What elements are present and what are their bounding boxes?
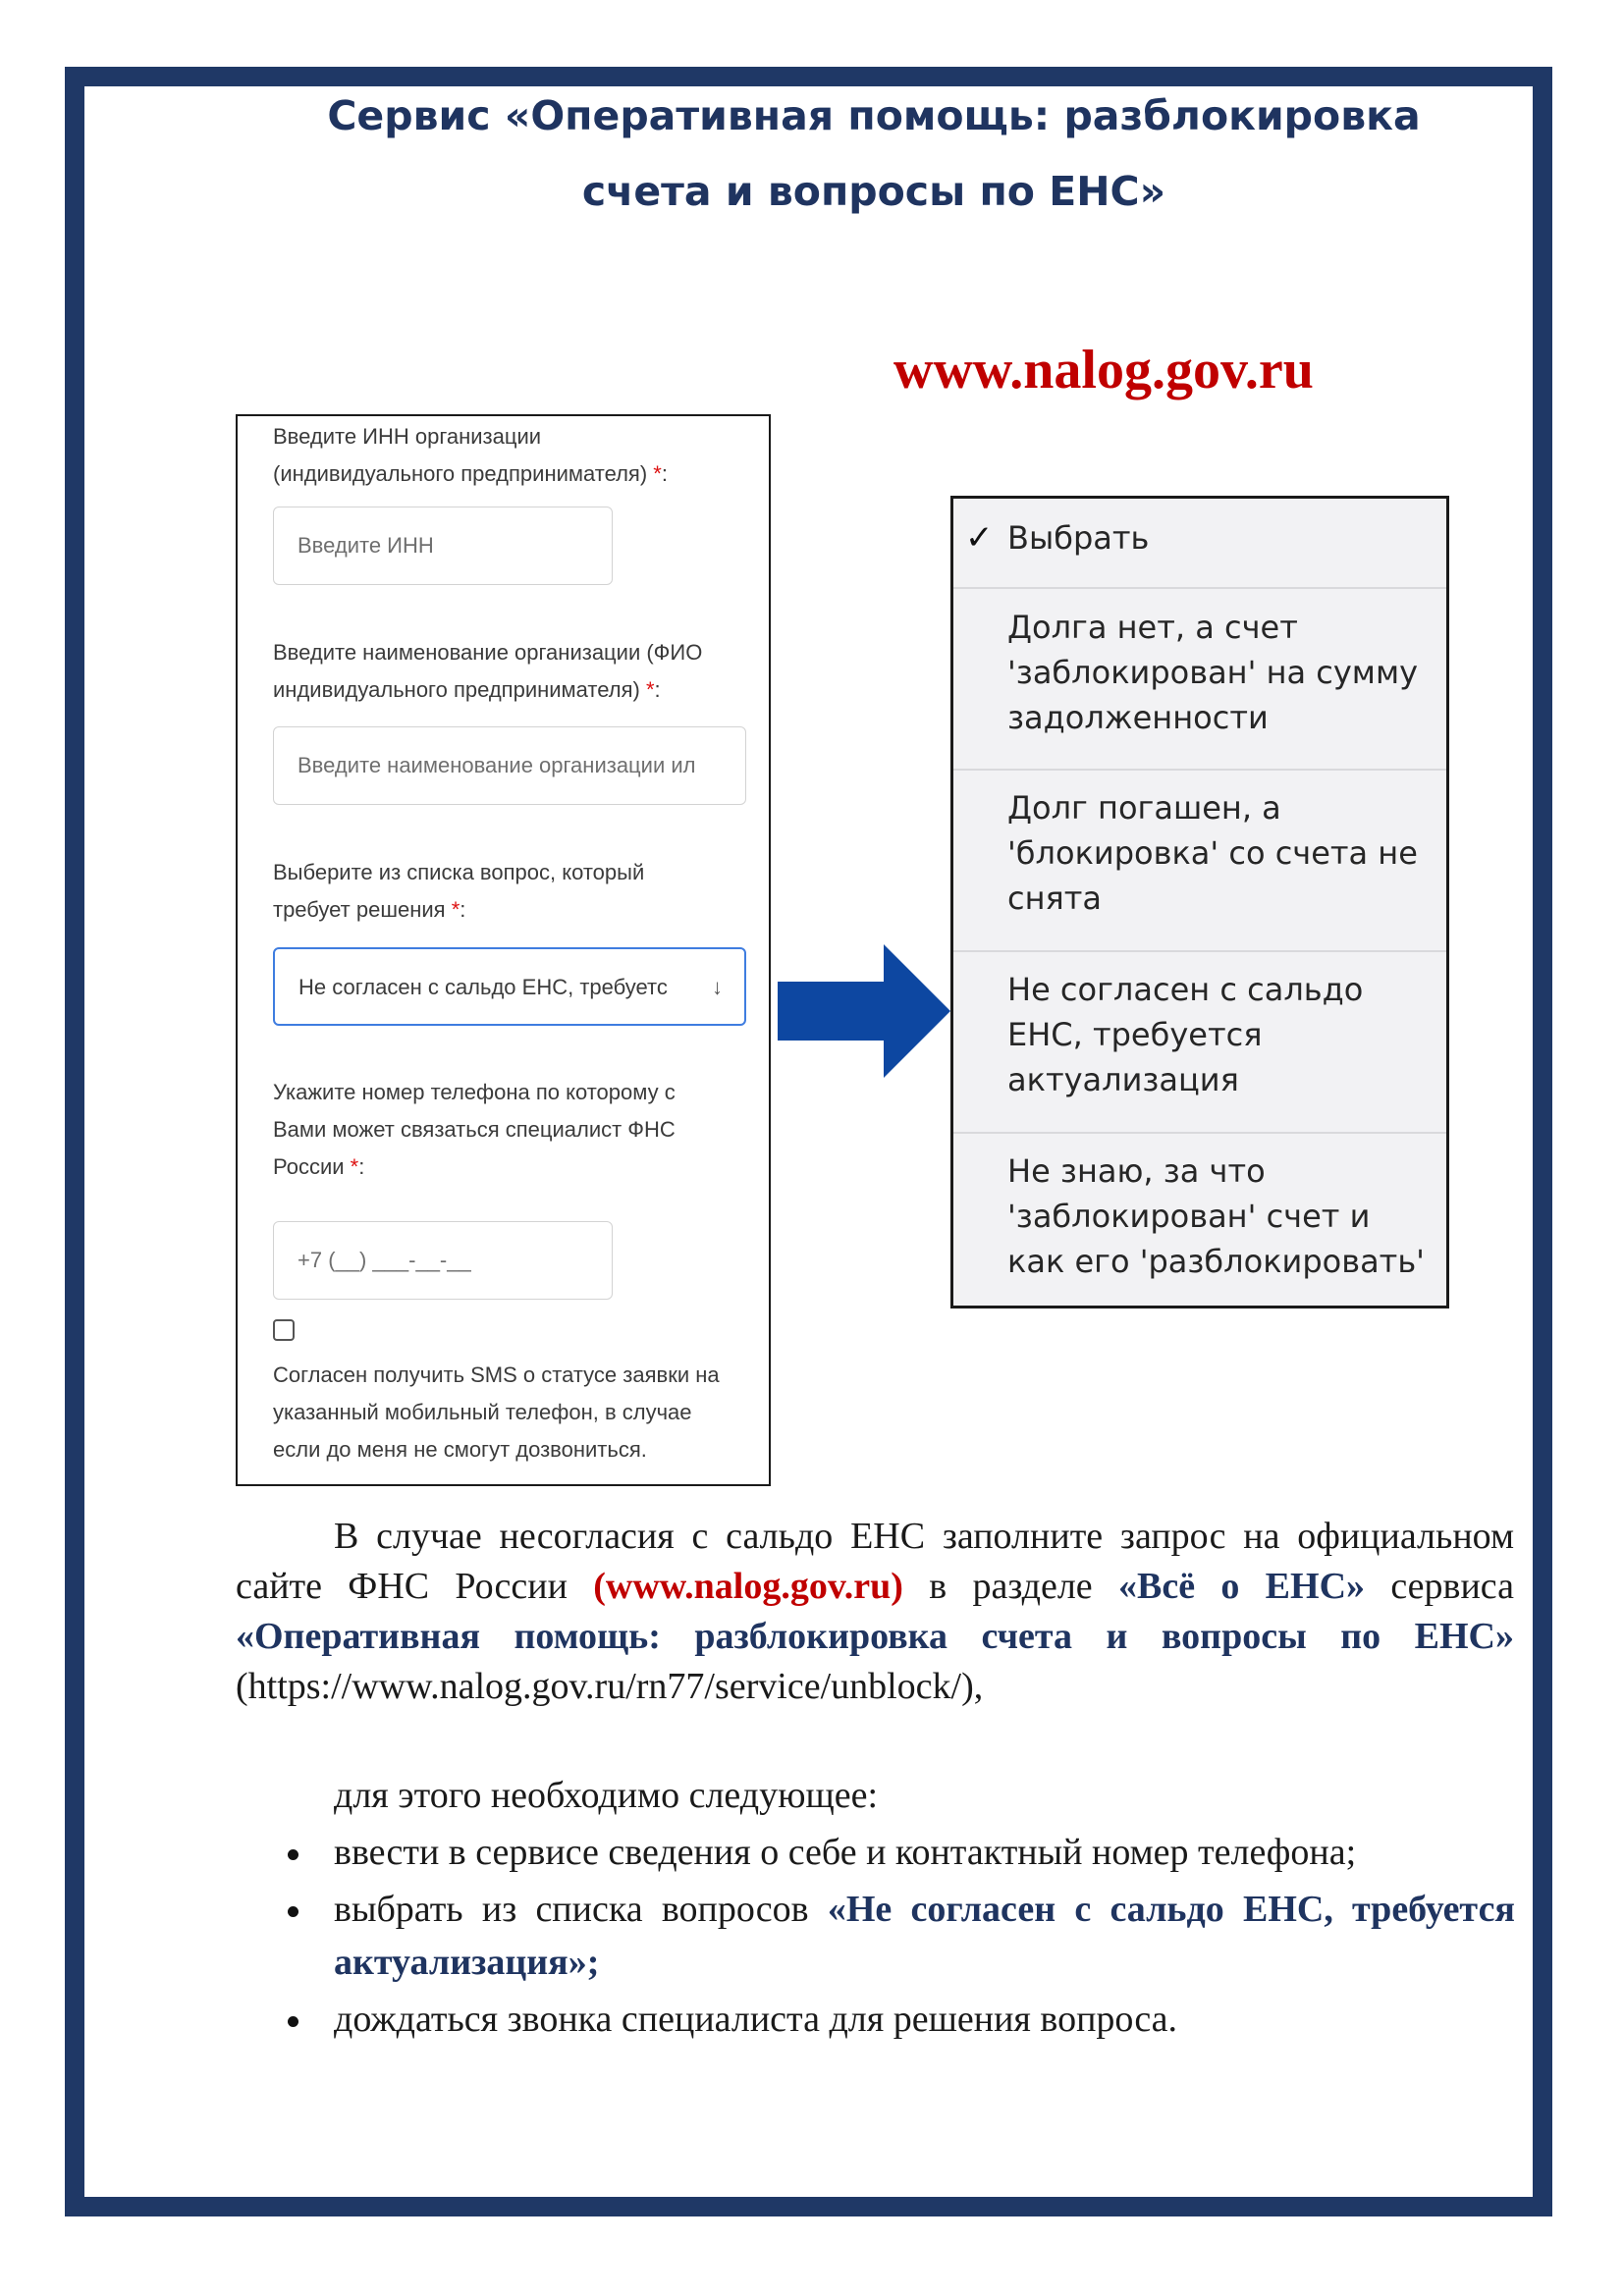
dropdown-option-no-debt[interactable] bbox=[953, 605, 1446, 740]
required-mark: * bbox=[350, 1154, 359, 1179]
phone-input[interactable]: +7 (__) ___-__-__ bbox=[273, 1221, 613, 1300]
option-line: Долг погашен, а bbox=[1007, 789, 1281, 827]
option-line: Не согласен с сальдо bbox=[1007, 971, 1364, 1008]
option-line: Не знаю, за что bbox=[1007, 1152, 1266, 1190]
option-line: Долга нет, а счет bbox=[1007, 609, 1298, 646]
label-colon: : bbox=[661, 461, 668, 486]
step-highlight: «Не согласен с сальдо ЕНС, требуется актуализация»; bbox=[334, 1889, 1515, 1983]
option-line: задолженности bbox=[1007, 699, 1269, 736]
label-colon: : bbox=[358, 1154, 365, 1179]
bullet-icon bbox=[288, 2016, 298, 2027]
paragraph-text: в разделе bbox=[902, 1566, 1118, 1607]
step-text: ввести в сервисе сведения о себе и контактный номер телефона; bbox=[334, 1832, 1357, 1873]
title-line-1: Сервис «Оперативная помощь: разблокировка bbox=[327, 92, 1421, 139]
required-mark: * bbox=[653, 461, 662, 486]
paragraph-text: сервиса bbox=[1365, 1566, 1514, 1607]
sms-text-line-3: если до меня не смогут дозвониться. bbox=[273, 1437, 647, 1462]
sms-consent-label bbox=[273, 1357, 744, 1468]
option-line: как его 'разблокировать' bbox=[1007, 1243, 1425, 1280]
name-label-line-2: индивидуального предпринимателя) bbox=[273, 677, 640, 702]
label-colon: : bbox=[460, 897, 466, 922]
divider bbox=[953, 587, 1446, 589]
inn-label-line-2: (индивидуального предпринимателя) bbox=[273, 461, 648, 486]
divider bbox=[953, 950, 1446, 952]
service-name: «Оперативная помощь: разблокировка счета и вопросы по ЕНС» bbox=[236, 1616, 1514, 1657]
nalog-link[interactable]: (www.nalog.gov.ru) bbox=[593, 1566, 903, 1607]
org-name-input[interactable]: Введите наименование организации ил bbox=[273, 726, 746, 805]
question-label bbox=[273, 854, 744, 929]
dropdown-screenshot bbox=[950, 496, 1449, 1308]
step-text: выбрать из списка вопросов bbox=[334, 1889, 828, 1930]
section-name: «Всё о ЕНС» bbox=[1117, 1566, 1366, 1607]
steps-intro: для этого необходимо следующее: bbox=[334, 1775, 879, 1816]
option-line: ЕНС, требуется bbox=[1007, 1016, 1263, 1053]
name-label bbox=[273, 634, 744, 709]
arrow-down-icon: ↓ bbox=[712, 975, 723, 999]
divider bbox=[953, 1132, 1446, 1134]
inn-input[interactable]: Введите ИНН bbox=[273, 507, 613, 585]
phone-label-line-1: Укажите номер телефона по которому с bbox=[273, 1080, 676, 1104]
arrow-right-icon bbox=[776, 942, 952, 1080]
form-screenshot bbox=[236, 414, 771, 1486]
question-select[interactable] bbox=[273, 947, 746, 1026]
option-line: актуализация bbox=[1007, 1061, 1239, 1098]
site-link[interactable]: www.nalog.gov.ru bbox=[893, 340, 1314, 400]
divider bbox=[953, 769, 1446, 771]
step-text: дождаться звонка специалиста для решения вопроса. bbox=[334, 1999, 1178, 2040]
bullet-icon bbox=[288, 1849, 298, 1860]
label-colon: : bbox=[654, 677, 661, 702]
steps-list bbox=[280, 1826, 1515, 2050]
list-item bbox=[280, 1826, 1515, 1879]
question-select-value: Не согласен с сальдо ЕНС, требуетс bbox=[298, 975, 668, 999]
option-line: Выбрать bbox=[1007, 519, 1150, 557]
required-mark: * bbox=[451, 897, 460, 922]
option-line: снята bbox=[1007, 880, 1103, 917]
page-title bbox=[255, 79, 1492, 230]
option-line: 'заблокирован' счет и bbox=[1007, 1198, 1371, 1235]
phone-label bbox=[273, 1074, 744, 1186]
name-label-line-1: Введите наименование организации (ФИО bbox=[273, 640, 703, 665]
service-url: (https://www.nalog.gov.ru/rn77/service/unblock/), bbox=[236, 1666, 984, 1707]
phone-label-line-3: России bbox=[273, 1154, 345, 1179]
inn-label-line-1: Введите ИНН организации bbox=[273, 424, 542, 449]
sms-consent-checkbox[interactable] bbox=[273, 1319, 295, 1341]
checkmark-icon: ✓ bbox=[965, 518, 994, 558]
option-line: 'блокировка' со счета не bbox=[1007, 834, 1418, 872]
bullet-icon bbox=[288, 1906, 298, 1917]
question-label-line-1: Выберите из списка вопрос, который bbox=[273, 860, 645, 884]
dropdown-option-dont-know[interactable] bbox=[953, 1148, 1446, 1284]
dropdown-option-debt-paid[interactable] bbox=[953, 785, 1446, 921]
title-line-2: счета и вопросы по ЕНС» bbox=[581, 168, 1166, 215]
dropdown-option-disagree-balance[interactable] bbox=[953, 967, 1446, 1102]
option-line: 'заблокирован' на сумму bbox=[1007, 654, 1419, 691]
sms-text-line-2: указанный мобильный телефон, в случае bbox=[273, 1400, 692, 1424]
inn-label bbox=[273, 418, 744, 493]
list-item bbox=[280, 1883, 1515, 1989]
instruction-paragraph bbox=[236, 1512, 1514, 1712]
sms-text-line-1: Согласен получить SMS о статусе заявки на bbox=[273, 1362, 720, 1387]
required-mark: * bbox=[645, 677, 655, 702]
dropdown-option-choose[interactable] bbox=[953, 515, 1446, 561]
phone-label-line-2: Вами может связаться специалист ФНС bbox=[273, 1117, 676, 1142]
list-item bbox=[280, 1993, 1515, 2046]
paragraph-text: В случае несогласия с сальдо ЕНС заполните запрос на официальном сайте ФНС России bbox=[236, 1516, 1514, 1607]
question-label-line-2: требует решения bbox=[273, 897, 446, 922]
